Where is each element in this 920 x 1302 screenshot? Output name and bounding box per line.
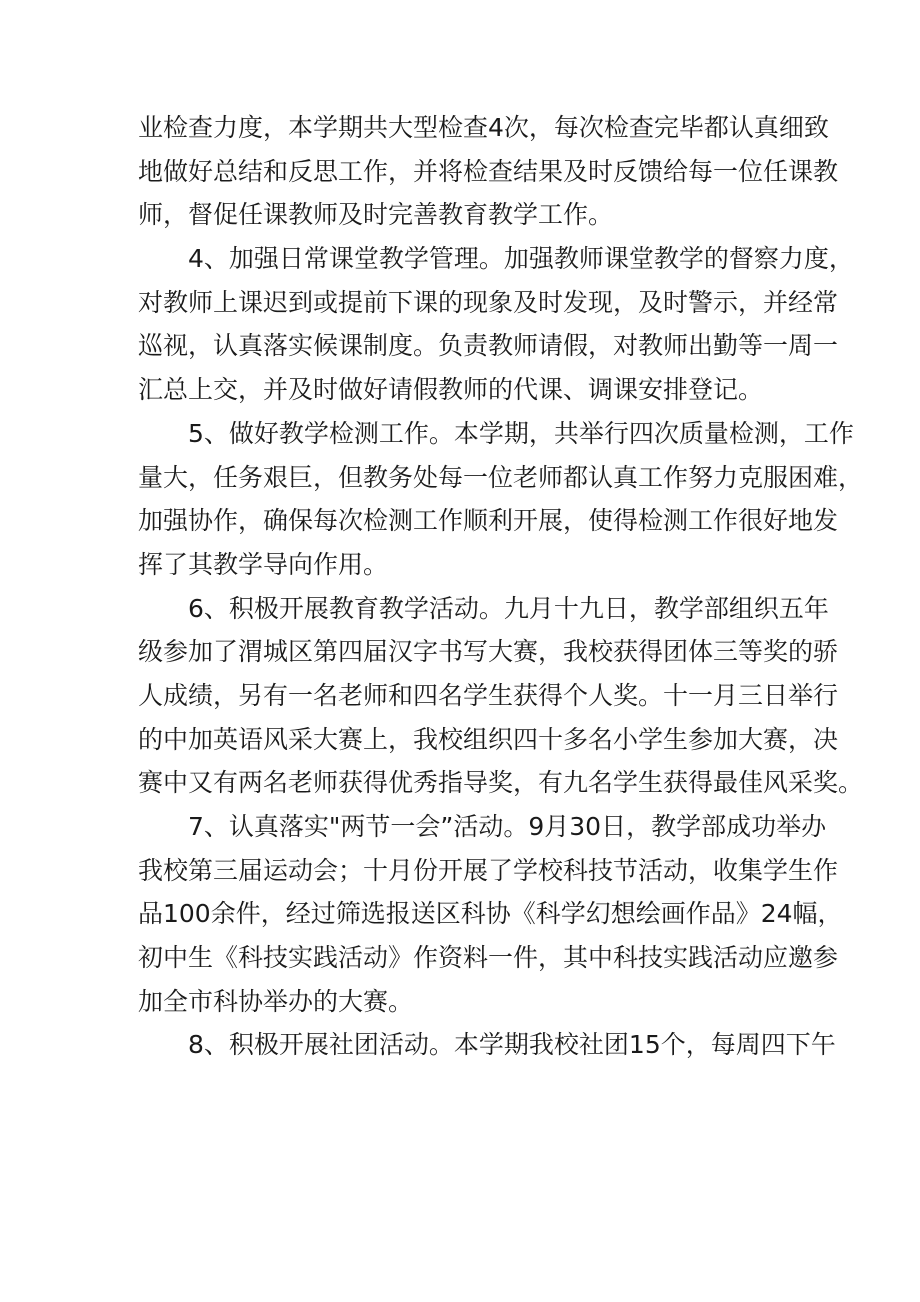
paragraph-inspection [138, 106, 839, 237]
text-line: 加强协作，确保每次检测工作顺利开展，使得检测工作很好地发 [138, 506, 839, 536]
text-line: 赛中又有两名老师获得优秀指导奖，有九名学生获得最佳风采奖。 [138, 768, 864, 798]
paragraph-item-6 [138, 587, 864, 805]
paragraph-item-8 [138, 1023, 836, 1067]
paragraph-item-4 [138, 237, 854, 412]
text-line: 师，督促任课教师及时完善教育教学工作。 [138, 200, 614, 230]
paragraph-item-5 [138, 412, 864, 587]
text-line: 6、积极开展教育教学活动。九月十九日，教学部组织五年 [188, 593, 829, 623]
document-body [138, 106, 864, 1067]
text-line: 业检查力度，本学期共大型检查4次，每次检查完毕都认真细致 [138, 113, 829, 142]
text-line: 人成绩，另有一名老师和四名学生获得个人奖。十一月三日举行 [138, 680, 839, 710]
text-line: 加全市科协举办的大赛。 [138, 986, 414, 1016]
text-line: 的中加英语风采大赛上，我校组织四十多名小学生参加大赛，决 [138, 724, 839, 754]
text-line: 地做好总结和反思工作，并将检查结果及时反馈给每一位任课教 [138, 156, 839, 186]
text-line: 8、积极开展社团活动。本学期我校社团15个，每周四下午 [188, 1030, 836, 1060]
text-line: 5、做好教学检测工作。本学期，共举行四次质量检测，工作 [188, 418, 854, 448]
text-line: 级参加了渭城区第四届汉字书写大赛，我校获得团体三等奖的骄 [138, 637, 839, 667]
text-line: 初中生《科技实践活动》作资料一件，其中科技实践活动应邀参 [138, 943, 839, 973]
text-line: 4、加强日常课堂教学管理。加强教师课堂教学的督察力度， [188, 244, 854, 274]
paragraph-item-7 [138, 805, 843, 1023]
text-line: 汇总上交，并及时做好请假教师的代课、调课安排登记。 [138, 375, 764, 405]
text-line: 7、认真落实"两节一会”活动。9月30日，教学部成功举办 [188, 812, 827, 841]
text-line: 巡视，认真落实候课制度。负责教师请假，对教师出勤等一周一 [138, 331, 839, 361]
text-line: 品100余件，经过筛选报送区科协《科学幻想绘画作品》24幅， [138, 899, 843, 929]
text-line: 对教师上课迟到或提前下课的现象及时发现，及时警示，并经常 [138, 287, 839, 317]
text-line: 挥了其教学导向作用。 [138, 549, 389, 579]
text-line: 量大，任务艰巨，但教务处每一位老师都认真工作努力克服困难， [138, 462, 864, 492]
text-line: 我校第三届运动会；十月份开展了学校科技节活动，收集学生作 [138, 855, 839, 885]
